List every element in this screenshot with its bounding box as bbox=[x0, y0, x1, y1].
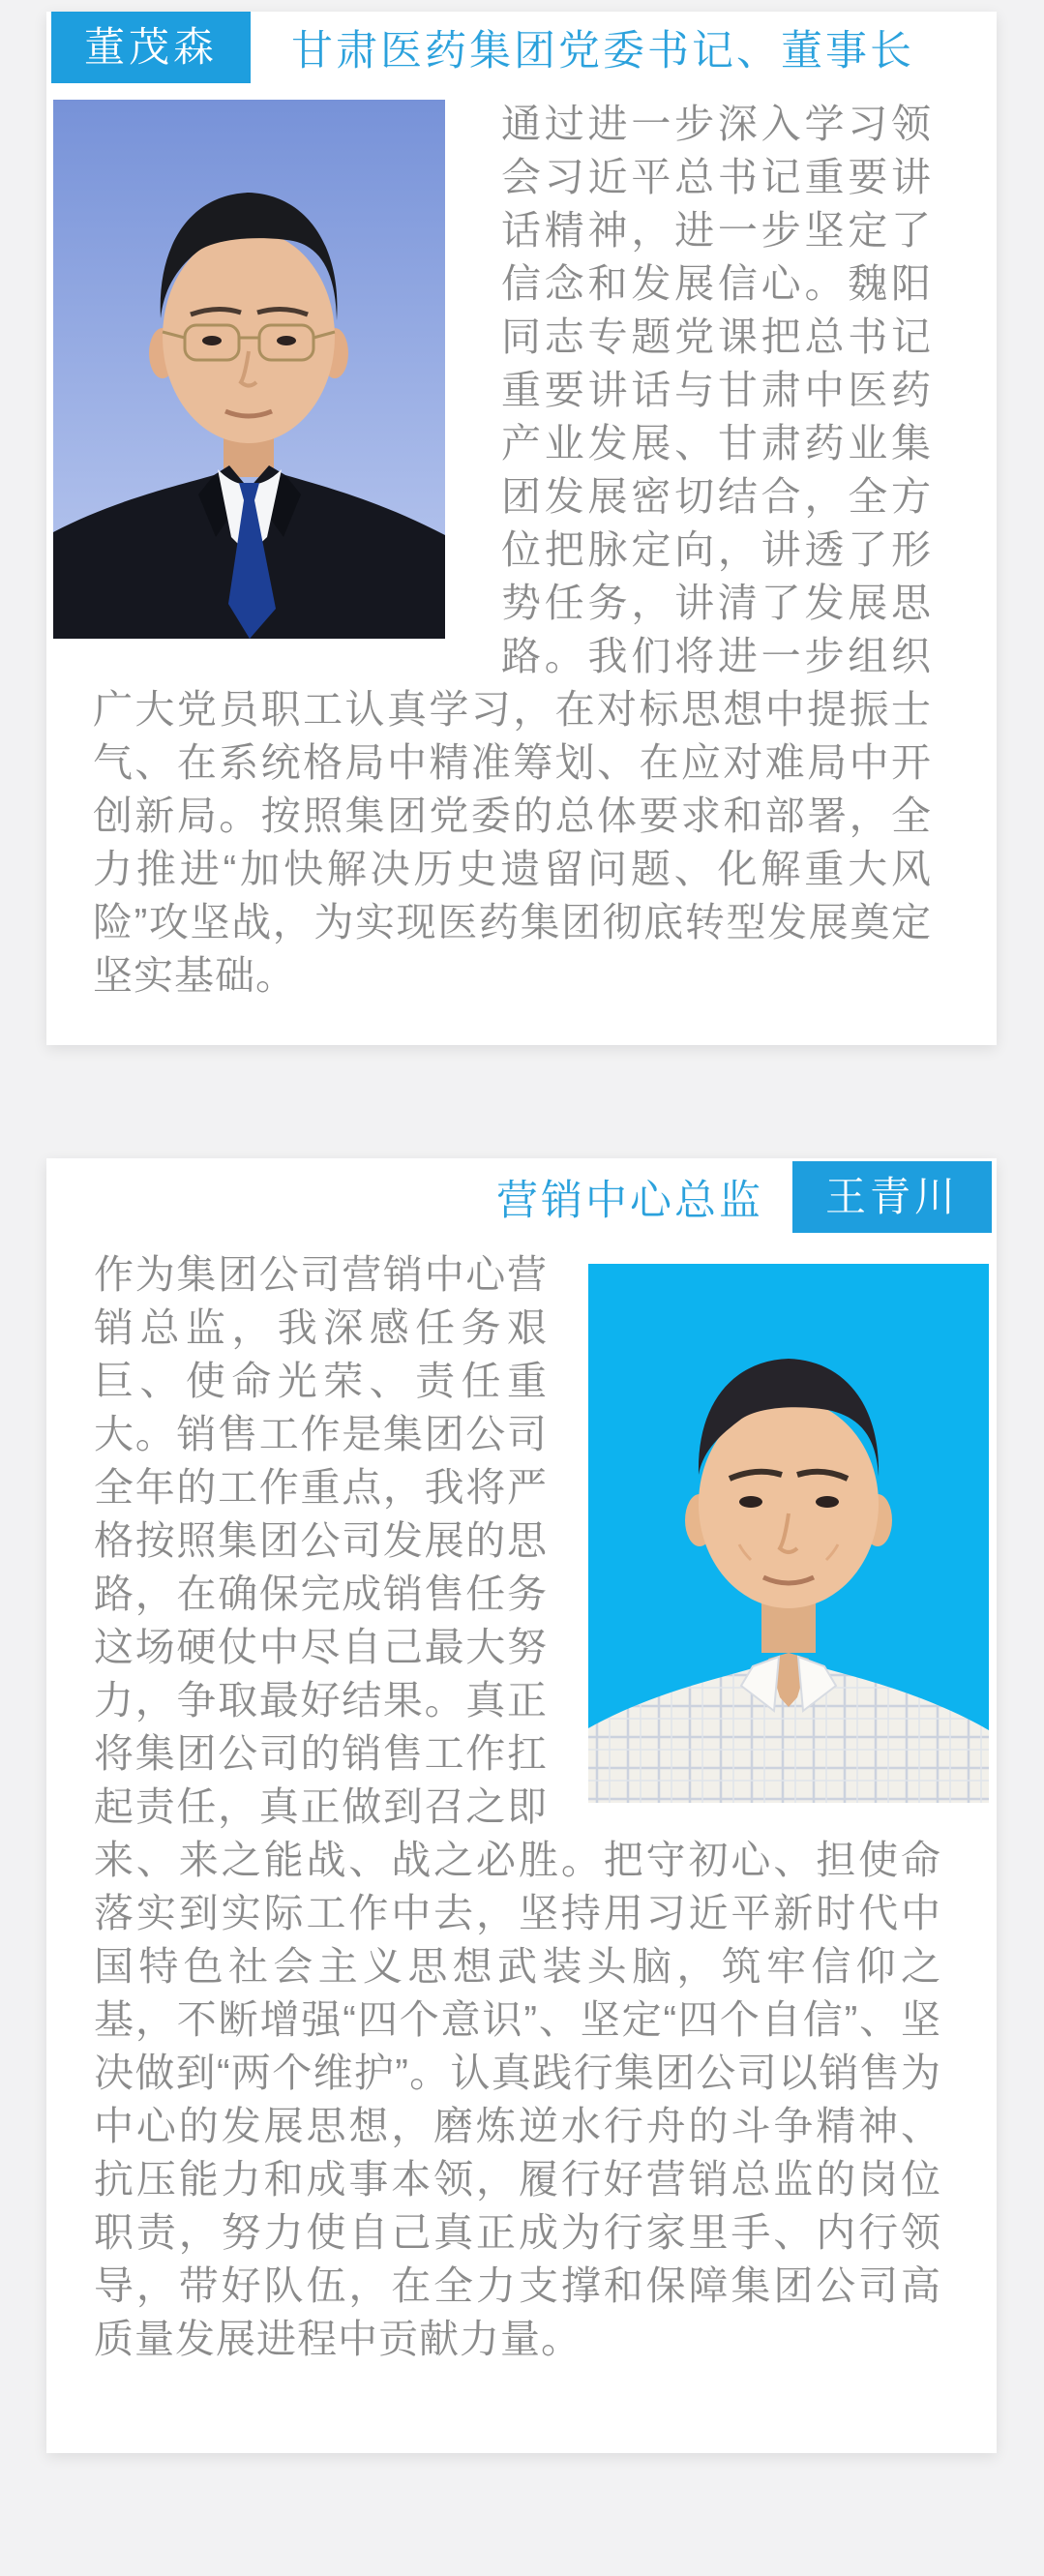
card2-body bbox=[46, 1233, 997, 2366]
bio-paragraph-dongmaosen bbox=[93, 98, 932, 1003]
role-title-dongmaosen: 甘肃医药集团党委书记、董事长 bbox=[291, 27, 915, 75]
bio-text-wangqingchuan: 作为集团公司营销中心营销总监，我深感任务艰巨、使命光荣、责任重大。销售工作是集团公司全年的工作重点，我将严格按照集团公司发展的思路，在确保完成销售任务这场硬仗中尽自己最大努力，争取最好结果。真正将集团公司的销售工作扛起责任，真正做到召之即来、来之能战、战之必胜。把守初心、担使命落实到实际工作中去，坚持用习近平新时代中国特色社会主义思想武装头脑，筑牢信仰之基，不断增强“四个意识”、坚定“四个自信”、坚决做到“两个维护”。认真践行集团公司以销售为中心的发展思想，磨炼逆水行舟的斗争精神、抗压能力和成事本领，履行好营销总监的岗位职责，努力使自己真正成为行家里手、内行领导，带好队伍，在全力支撑和保障集团公司高质量发展进程中贡献力量。 bbox=[94, 1252, 941, 2361]
portrait-photo-dongmaosen-svg bbox=[53, 100, 445, 639]
name-badge-wangqingchuan: 王青川 bbox=[792, 1161, 992, 1233]
card1-header bbox=[46, 12, 997, 83]
portrait-photo-wangqingchuan-svg bbox=[588, 1264, 989, 1803]
profile-card-dongmaosen bbox=[46, 12, 997, 1045]
bio-text-dongmaosen: 通过进一步深入学习领会习近平总书记重要讲话精神，进一步坚定了信念和发展信心。魏阳同志专题党课把总书记重要讲话与甘肃中医药产业发展、甘肃药业集团发展密切结合，全方位把脉定向，讲透了形势任务，讲清了发展思路。我们将进一步组织广大党员职工认真学习，在对标思想中提振士气、在系统格局中精准筹划、在应对难局中开创新局。按照集团党委的总体要求和部署，全力推进“加快解决历史遗留问题、化解重大风险”攻坚战，为实现医药集团彻底转型发展奠定坚实基础。 bbox=[93, 102, 932, 998]
card1-body bbox=[46, 83, 997, 1003]
portrait-photo-wangqingchuan bbox=[588, 1264, 989, 1803]
role-title-wangqingchuan: 营销中心总监 bbox=[495, 1177, 763, 1224]
bio-paragraph-wangqingchuan bbox=[94, 1248, 941, 2366]
name-badge-dongmaosen: 董茂森 bbox=[51, 12, 251, 83]
card2-header bbox=[46, 1158, 997, 1233]
profile-card-wangqingchuan bbox=[46, 1158, 997, 2453]
portrait-photo-dongmaosen bbox=[53, 100, 445, 639]
